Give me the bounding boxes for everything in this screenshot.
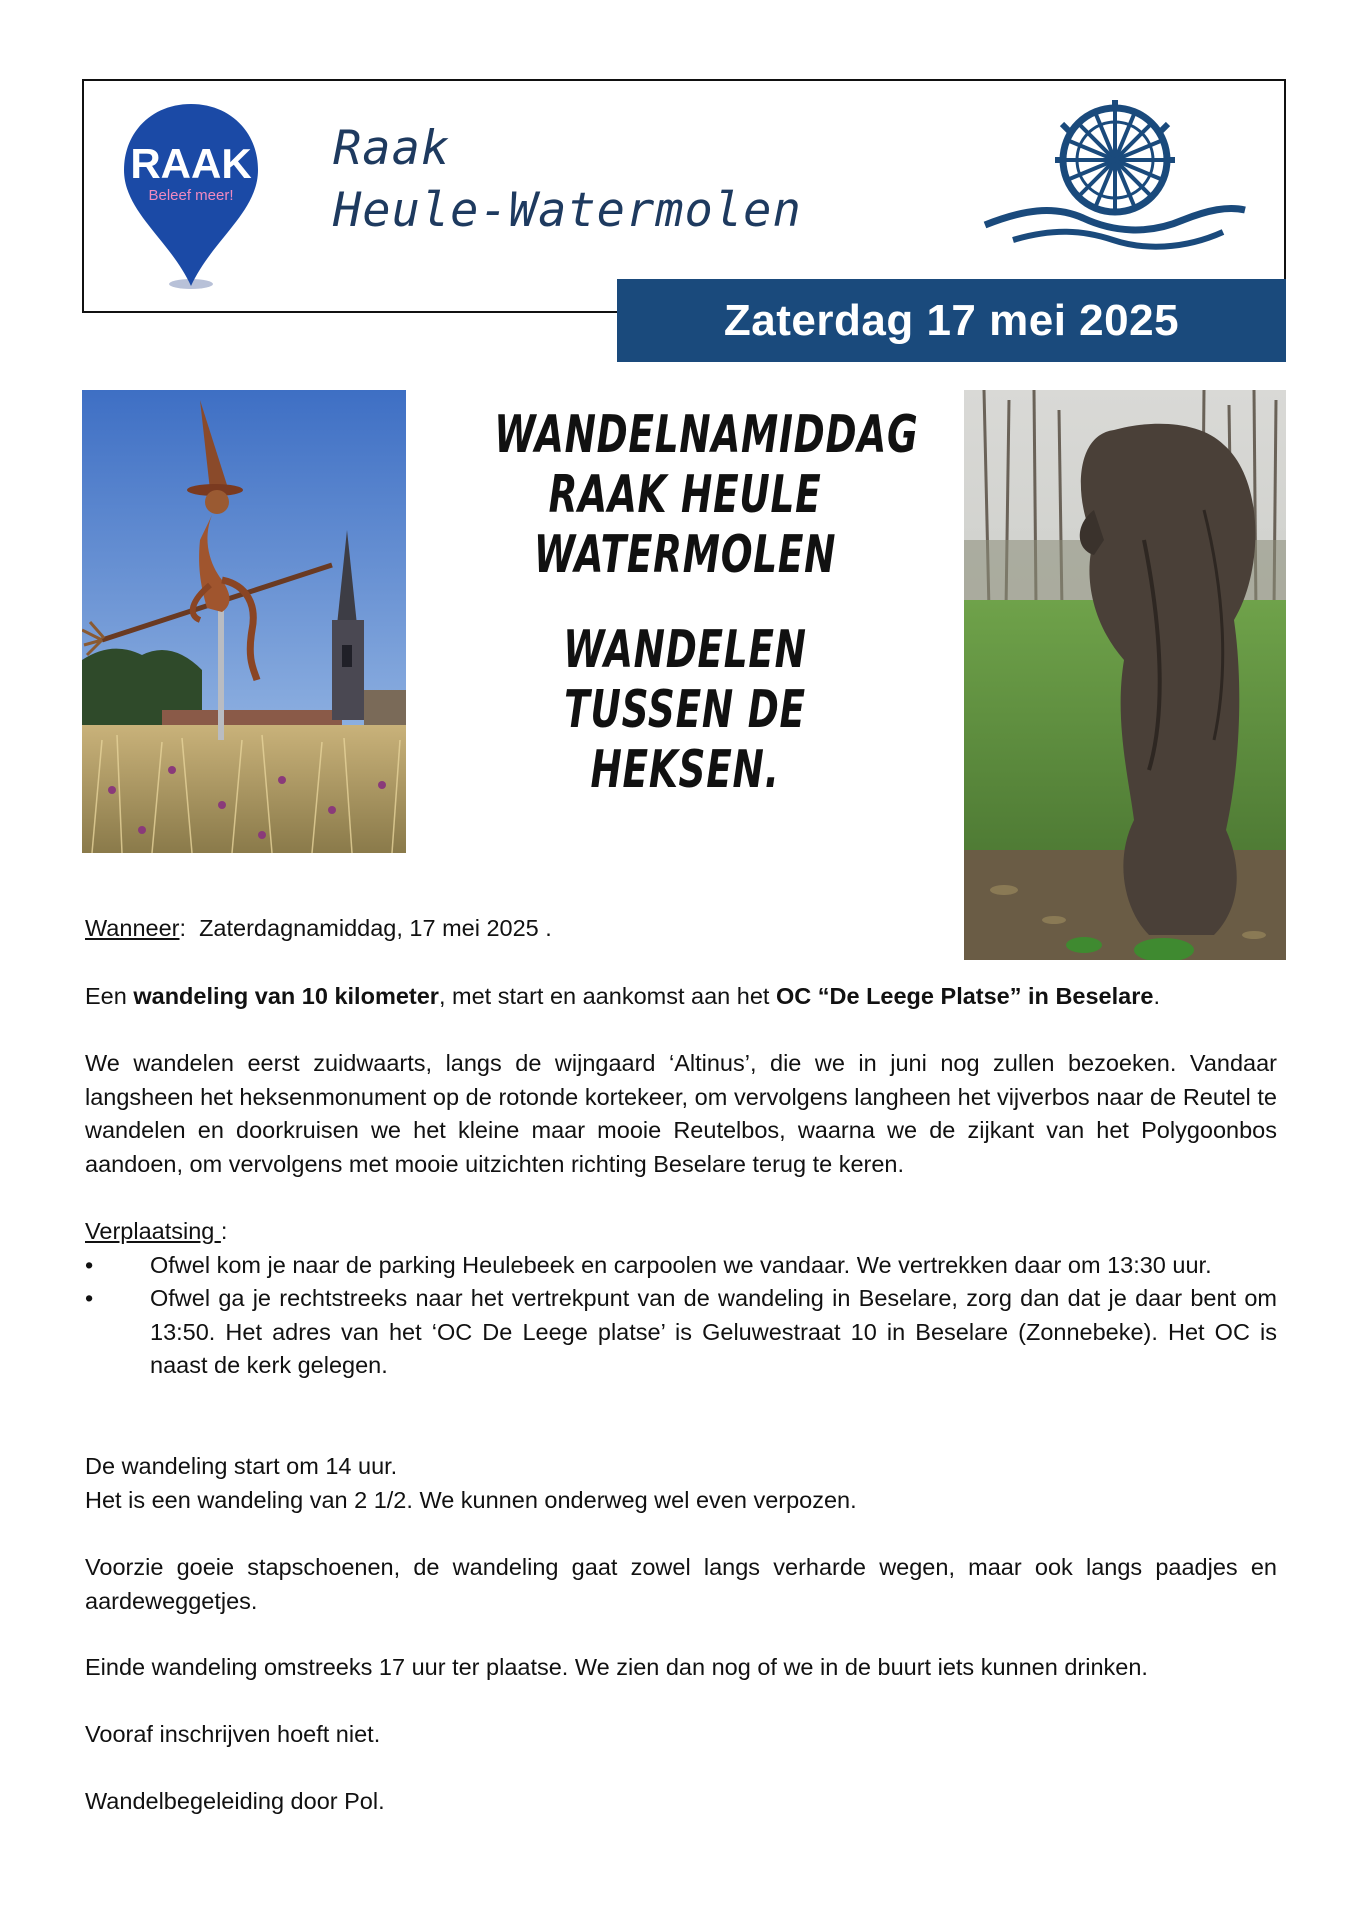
org-title-line2: Heule-Watermolen: [333, 183, 802, 238]
shoes-text: Voorzie goeie stapschoenen, de wandeling gaat zowel langs verharde wegen, maar ook langs paadjes en aardeweggetjes.: [85, 1554, 1277, 1614]
guide-text: Wandelbegeleiding door Pol.: [85, 1788, 385, 1814]
transport-label: Verplaatsing: [85, 1218, 221, 1244]
duration-text: Het is een wandeling van 2 1/2. We kunnen onderweg wel even verpozen.: [85, 1486, 857, 1513]
witch-sculpture-photo: [82, 390, 406, 853]
headline-line1: WANDELNAMIDDAG: [494, 405, 919, 465]
date-banner: Zaterdag 17 mei 2025: [617, 279, 1286, 362]
intro-paragraph: [85, 980, 1277, 1014]
guide-paragraph: [85, 1785, 1277, 1819]
watermill-wheel-icon: [983, 100, 1248, 260]
route-text: We wandelen eerst zuidwaarts, langs de wijngaard ‘Altinus’, die we in juni nog zullen bezoeken. Vandaar langsheen het heksenmonument op de rotonde kortekeer, om vervolgens langheen het vijverbos naar de Reutel te wandelen en doorkruisen we het kleine maar mooie Reutelbos, waarna we de zijkant van het Polygoonbos aandoen, om vervolgens met mooie uitzichten richting Beselare terug te keren.: [85, 1050, 1277, 1177]
intro-post: .: [1153, 983, 1160, 1009]
wooden-witch-photo: [964, 390, 1286, 960]
registration-text: Vooraf inschrijven hoeft niet.: [85, 1721, 381, 1747]
transport-colon: :: [220, 1218, 228, 1244]
when-label: Wanneer: [85, 915, 180, 941]
registration-paragraph: [85, 1718, 1277, 1752]
route-paragraph: [85, 1047, 1277, 1181]
transport-option-carpool: • Ofwel kom je naar de parking Heulebeek en carpoolen we vandaar. We vertrekken daar om 13:30 uur.: [85, 1249, 1277, 1283]
shoes-paragraph: [85, 1551, 1277, 1618]
transport-option-direct: • Ofwel ga je rechtstreeks naar het vertrekpunt van de wandeling in Beselare, zorg dan dat je daar bent om 13:50. Het adres van het ‘OC De Leege platse’ is Geluwestraat 10 in Beselare (Zonnebeke). Het OC is naast de kerk gelegen.: [85, 1282, 1277, 1383]
intro-distance: wandeling van 10 kilometer: [133, 983, 439, 1009]
intro-pre: Een: [85, 983, 134, 1009]
logo-main-text: RAAK: [130, 140, 252, 187]
start-section: [85, 1450, 1277, 1517]
transport-section: [85, 1215, 1277, 1383]
end-paragraph: [85, 1651, 1277, 1685]
start-text: De wandeling start om 14 uur.: [85, 1453, 398, 1479]
transport-list: [85, 1249, 1277, 1383]
headline-line2: RAAK HEULE WATERMOLEN: [533, 465, 837, 585]
event-subheadline: [494, 620, 876, 800]
end-text: Einde wandeling omstreeks 17 uur ter plaatse. We zien dan nog of we in de buurt iets kunnen drinken.: [85, 1654, 1148, 1680]
org-title-line1: Raak: [333, 121, 451, 176]
intro-mid: , met start en aankomst aan het: [438, 983, 776, 1009]
event-headline: [494, 405, 919, 585]
organization-title: [333, 118, 802, 242]
intro-location: OC “De Leege Platse” in Beselare: [775, 983, 1154, 1009]
when-value: Zaterdagnamiddag, 17 mei 2025 .: [199, 915, 552, 941]
headline-line4: TUSSEN DE HEKSEN.: [564, 680, 806, 800]
headline-line3: WANDELEN: [563, 620, 807, 680]
raak-logo-pin: [120, 100, 262, 292]
logo-tagline: Beleef meer!: [148, 187, 234, 204]
when-line: Wanneer: Zaterdagnamiddag, 17 mei 2025 .: [85, 915, 552, 941]
